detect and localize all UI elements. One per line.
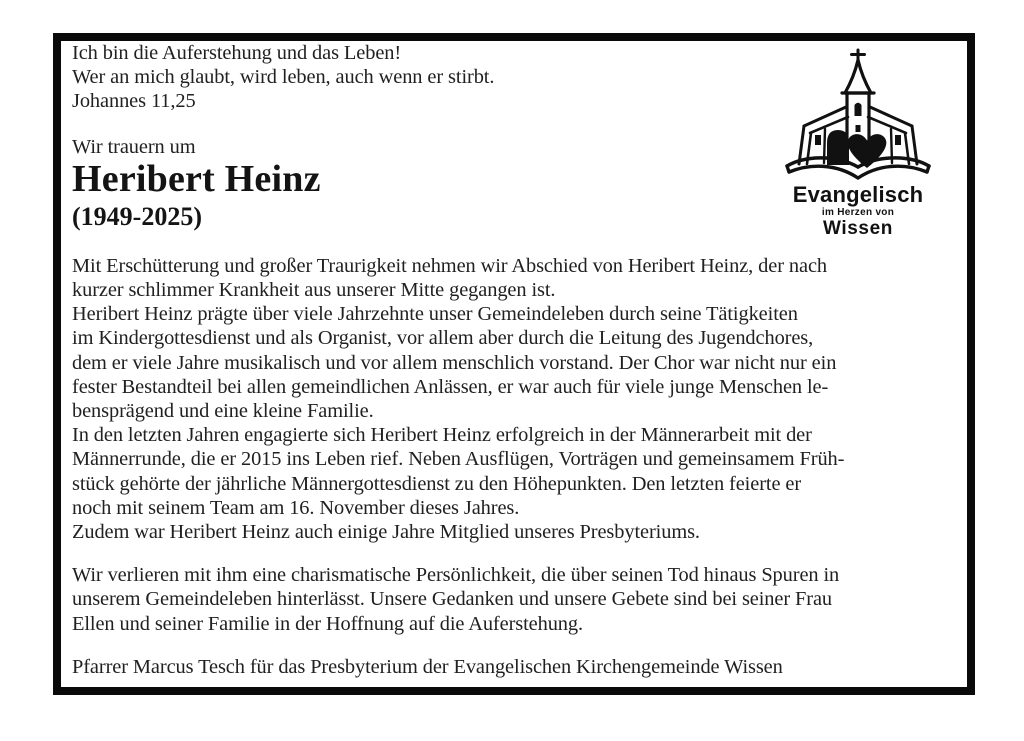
logo-city: Wissen bbox=[823, 218, 893, 239]
obituary-line: kurzer schlimmer Krankheit aus unserer Mitte gegangen ist. bbox=[72, 279, 556, 302]
logo-tagline: im Herzen von bbox=[821, 207, 895, 218]
paragraph-spacer bbox=[72, 636, 967, 655]
obituary-text bbox=[72, 254, 967, 679]
obituary-line: Wir verlieren mit ihm eine charismatische Persönlichkeit, die über seinen Tod hinaus Spuren in bbox=[72, 564, 840, 587]
church-heart-book-icon bbox=[783, 47, 933, 181]
obituary-card bbox=[53, 33, 975, 695]
obituary-line: bensprägend und eine kleine Familie. bbox=[72, 400, 374, 423]
paragraph-spacer bbox=[72, 544, 967, 563]
scripture-line-1: Ich bin die Auferstehung und das Leben! bbox=[72, 42, 402, 64]
scripture-reference: Johannes 11,25 bbox=[72, 90, 196, 113]
church-logo bbox=[777, 47, 939, 240]
life-years: (1949-2025) bbox=[72, 201, 202, 231]
obituary-line: In den letzten Jahren engagierte sich Heribert Heinz erfolgreich in der Männerarbeit mit der bbox=[72, 424, 812, 447]
obituary-line: Ellen und seiner Familie in der Hoffnung auf die Auferstehung. bbox=[72, 612, 583, 635]
obituary-line: Männerrunde, die er 2015 ins Leben rief. Neben Ausflügen, Vorträgen und gemeinsamem Früh- bbox=[72, 448, 845, 471]
obituary-line: dem er viele Jahre musikalisch und vor allem menschlich vorstand. Der Chor war nicht nur ein bbox=[72, 351, 837, 374]
deceased-name: Heribert Heinz bbox=[72, 157, 321, 200]
scripture-line-2: Wer an mich glaubt, wird leben, auch wenn er stirbt. bbox=[72, 66, 495, 89]
obituary-line: stück gehörte der jährliche Männergottesdienst zu den Höhepunkten. Den letzten feierte er bbox=[72, 472, 802, 495]
obituary-line: fester Bestandteil bei allen gemeindlichen Anlässen, er war auch für viele junge Menschen le- bbox=[72, 375, 829, 398]
logo-brand-name: Evangelisch bbox=[792, 182, 924, 207]
obituary-line: im Kindergottesdienst und als Organist, vor allem aber durch die Leitung des Jugendchores, bbox=[72, 327, 814, 350]
obituary-line: unserem Gemeindeleben hinterlässt. Unsere Gedanken und unsere Gebete sind bei seiner Frau bbox=[72, 588, 833, 611]
obituary-line: noch mit seinem Team am 16. November dieses Jahres. bbox=[72, 496, 520, 519]
obituary-line: Zudem war Heribert Heinz auch einige Jahre Mitglied unseres Presbyteriums. bbox=[72, 521, 700, 544]
signature-line: Pfarrer Marcus Tesch für das Presbyterium der Evangelischen Kirchengemeinde Wissen bbox=[72, 655, 783, 678]
mourning-intro: Wir trauern um bbox=[72, 135, 196, 158]
obituary-line: Mit Erschütterung und großer Traurigkeit nehmen wir Abschied von Heribert Heinz, der nach bbox=[72, 254, 827, 277]
obituary-line: Heribert Heinz prägte über viele Jahrzehnte unser Gemeindeleben durch seine Tätigkeiten bbox=[72, 303, 798, 326]
